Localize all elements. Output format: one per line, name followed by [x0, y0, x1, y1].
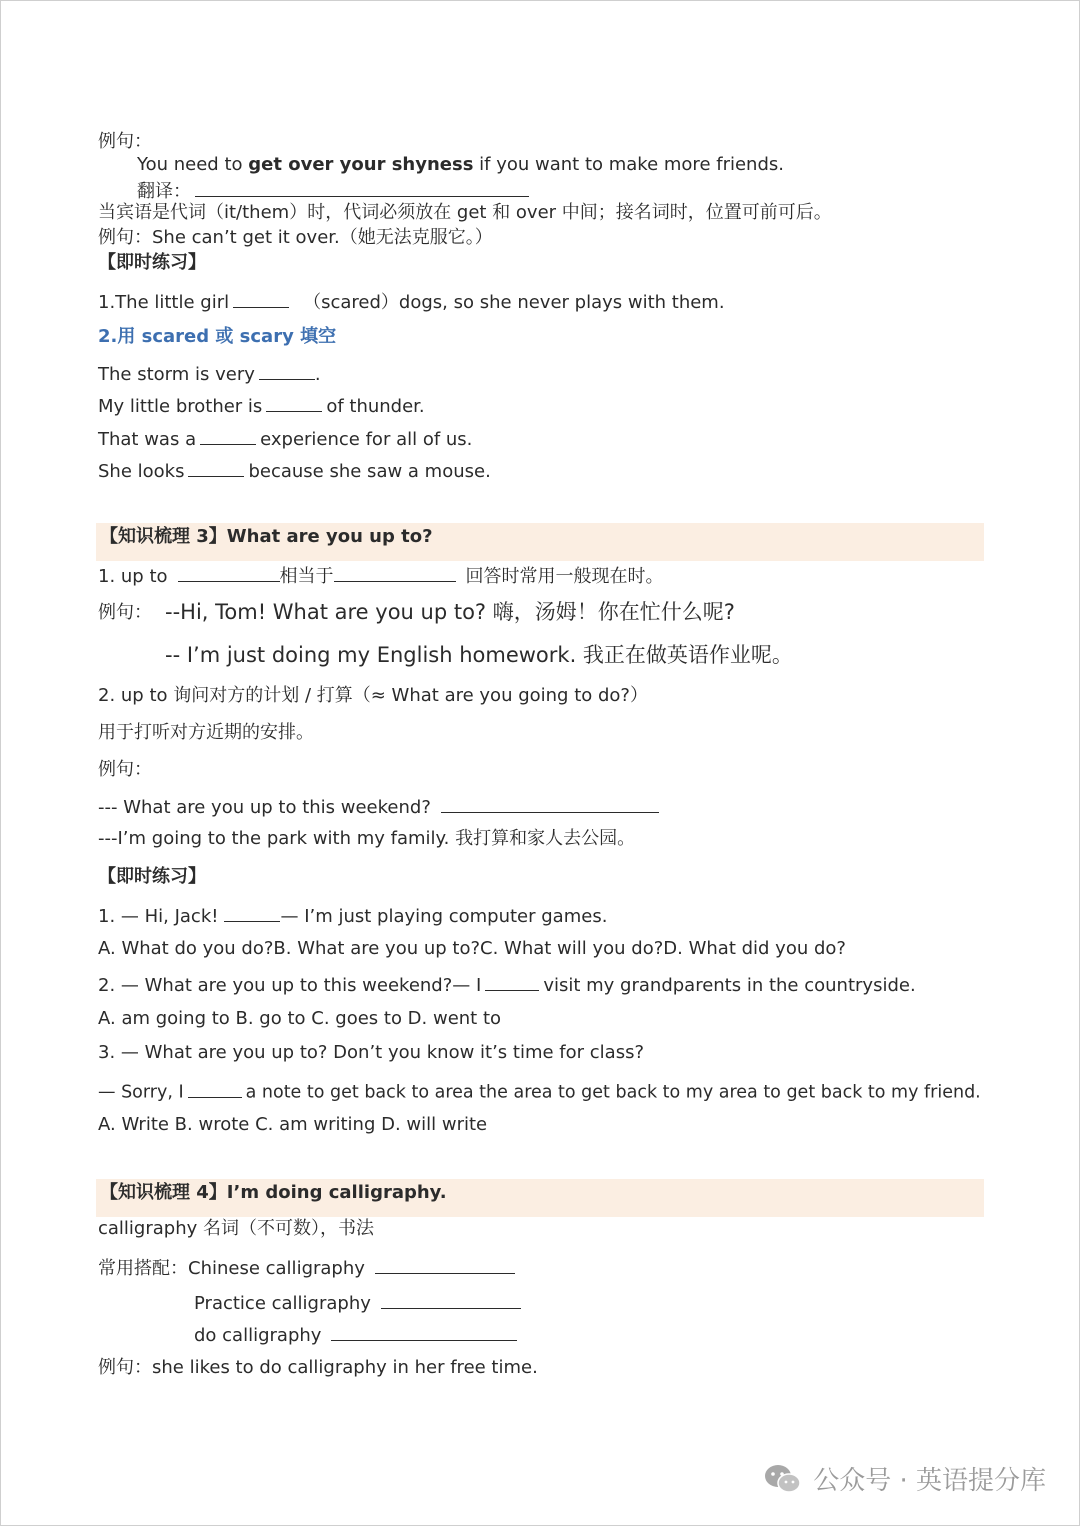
example-label-3: 例句： [98, 602, 152, 623]
wechat-icon [763, 1463, 803, 1495]
c2-blank[interactable] [381, 1290, 521, 1309]
example-sentence-2: 例句：She can’t get it over.（她无法克服它。） [98, 227, 493, 248]
s2-text-a: My little brother is [98, 396, 263, 417]
question-2-title: 2.用 scared 或 scary 填空 [98, 326, 337, 347]
example-question: --Hi, Tom! What are you up to? 嗨，汤姆！你在忙什么呢? [165, 600, 735, 624]
collocation-label: 常用搭配： [98, 1258, 188, 1279]
collocation-1 [98, 1255, 519, 1280]
example-sentence-1 [137, 154, 784, 176]
translate-label: 翻译： [137, 181, 191, 202]
p3-blank[interactable] [188, 1079, 242, 1098]
up-to-plan: 2. up to 询问对方的计划 / 打算（≈ What are you going to do?） [98, 685, 648, 706]
s2-text-b: of thunder. [326, 396, 425, 417]
p2-text-a: 2. — What are you up to this weekend?— I [98, 975, 482, 996]
s4-blank[interactable] [188, 458, 244, 477]
l1-blank-2[interactable] [334, 563, 456, 582]
practice-q2 [98, 972, 916, 997]
collocation-2 [194, 1290, 525, 1315]
section-4-title: I’m doing calligraphy. [226, 1182, 447, 1203]
example-answer: -- I’m just doing my English homework. 我正在做英语作业呢。 [165, 643, 793, 667]
s2-blank[interactable] [266, 393, 322, 412]
practice-q3: 3. — What are you up to? Don’t you know it’s time for class? [98, 1042, 645, 1063]
fill-sentence-2 [98, 393, 425, 418]
practice-title-2: 【即时练习】 [98, 866, 206, 887]
pronoun-rule: 当宾语是代词（it/them）时，代词必须放在 get 和 over 中间；接名词时，位置可前可后。 [98, 202, 832, 223]
fill-sentence-3 [98, 426, 472, 451]
example-label-4: 例句： [98, 759, 152, 780]
s1-text-a: The storm is very [98, 364, 255, 385]
question-1 [98, 289, 725, 314]
l1-blank-1[interactable] [178, 563, 280, 582]
s4-text-a: She looks [98, 461, 185, 482]
section-4-label: 【知识梳理 4】 [100, 1182, 227, 1203]
p3-text-b: a note to get back to area the area to get back to my area to get back to my friend. [245, 1082, 981, 1103]
watermark [763, 1460, 1046, 1497]
calligraphy-example: 例句：she likes to do calligraphy in her free time. [98, 1357, 538, 1378]
translate-blank[interactable] [195, 178, 529, 197]
q1-text-a: 1.The little girl [98, 292, 230, 313]
section-3-header [100, 526, 433, 548]
ex1-bold: get over your shyness [248, 154, 474, 175]
l1-text-c: 回答时常用一般现在时。 [465, 566, 664, 587]
d1-text: --- What are you up to this weekend? [98, 797, 431, 818]
p3-text-a: — Sorry, I [98, 1082, 184, 1103]
q1-blank[interactable] [233, 289, 289, 308]
up-to-definition [98, 563, 664, 588]
s3-text-a: That was a [98, 429, 197, 450]
c2-text: Practice calligraphy [194, 1293, 371, 1314]
c3-text: do calligraphy [194, 1325, 322, 1346]
calligraphy-definition: calligraphy 名词（不可数），书法 [98, 1218, 374, 1239]
p2-blank[interactable] [485, 972, 539, 991]
fill-sentence-4 [98, 458, 491, 483]
s4-text-b: because she saw a mouse. [248, 461, 491, 482]
section-3-label: 【知识梳理 3】 [100, 526, 227, 547]
translate-line [137, 178, 533, 203]
dialogue-question [98, 794, 663, 819]
practice-q2-options: A. am going to B. go to C. goes to D. went to [98, 1008, 502, 1029]
ex1-pre: You need to [137, 154, 249, 175]
s3-blank[interactable] [200, 426, 256, 445]
c1-blank[interactable] [375, 1255, 515, 1274]
practice-title-1: 【即时练习】 [98, 252, 206, 273]
dialogue-answer: ---I’m going to the park with my family. 我打算和家人去公园。 [98, 828, 636, 849]
example-label: 例句： [98, 131, 152, 152]
practice-q3-options: A. Write B. wrote C. am writing D. will write [98, 1114, 488, 1135]
up-to-usage: 用于打听对方近期的安排。 [98, 722, 314, 743]
fill-sentence-1 [98, 361, 321, 386]
p1-blank[interactable] [224, 903, 280, 922]
watermark-text: 公众号 · 英语提分库 [813, 1466, 1046, 1496]
practice-q1-options: A. What do you do?B. What are you up to?C. What will you do?D. What did you do? [98, 938, 846, 959]
collocation-3 [194, 1322, 521, 1347]
practice-q1 [98, 903, 607, 928]
practice-q3-answer [98, 1079, 981, 1104]
ex1-post: if you want to make more friends. [473, 154, 784, 175]
section-3-title: What are you up to? [226, 526, 433, 547]
p2-text-b: visit my grandparents in the countryside. [543, 975, 916, 996]
q1-text-b: （scared）dogs, so she never plays with them. [303, 292, 725, 313]
l1-text-a: 1. up to [98, 566, 168, 587]
p1-text-a: 1. — Hi, Jack! [98, 906, 219, 927]
c3-blank[interactable] [331, 1322, 517, 1341]
c1-text: Chinese calligraphy [188, 1258, 365, 1279]
s3-text-b: experience for all of us. [260, 429, 473, 450]
section-4-header [100, 1182, 447, 1204]
s1-text-b: . [314, 364, 321, 385]
d1-blank[interactable] [441, 794, 659, 813]
p1-text-b: — I’m just playing computer games. [280, 906, 608, 927]
l1-text-b: 相当于 [279, 566, 334, 587]
s1-blank[interactable] [259, 361, 315, 380]
